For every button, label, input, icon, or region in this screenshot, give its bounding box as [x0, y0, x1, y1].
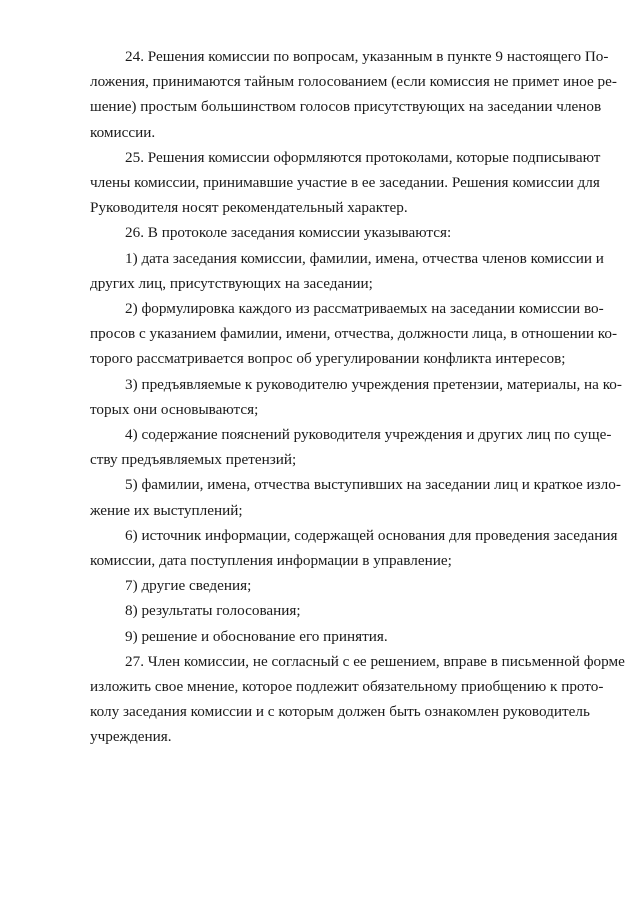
text-line: торого рассматривается вопрос об урегулировании конфликта интересов; — [90, 350, 566, 368]
text-line: торых они основываются; — [90, 400, 259, 418]
list-item-5 — [90, 472, 621, 522]
text-line: учреждения. — [90, 728, 172, 746]
paragraph-26 — [90, 220, 584, 245]
text-line: 4) содержание пояснений руководителя учреждения и других лиц по суще- — [125, 426, 612, 444]
text-line: колу заседания комиссии и с которым должен быть ознакомлен руководитель — [90, 703, 590, 721]
text-line: жение их выступлений; — [90, 501, 243, 519]
text-line: комиссии. — [90, 123, 156, 141]
document-body — [90, 44, 625, 750]
text-line: ложения, принимаются тайным голосованием (если комиссия не примет иное ре- — [90, 73, 617, 91]
paragraph-27 — [90, 649, 625, 750]
text-line: 3) предъявляемые к руководителю учреждения претензии, материалы, на ко- — [125, 375, 622, 393]
text-line: 1) дата заседания комиссии, фамилии, имена, отчества членов комиссии и — [125, 249, 604, 267]
list-item-9 — [90, 624, 584, 649]
text-line: члены комиссии, принимавшие участие в ее заседании. Решения комиссии для — [90, 174, 600, 192]
text-line: 6) источник информации, содержащей основания для проведения заседания — [125, 526, 618, 544]
text-line: 5) фамилии, имена, отчества выступивших на заседании лиц и краткое изло- — [125, 476, 621, 494]
text-line: 8) результаты голосования; — [125, 602, 301, 620]
text-line: других лиц, присутствующих на заседании; — [90, 274, 373, 292]
paragraph-24 — [90, 44, 617, 145]
list-item-6 — [90, 523, 618, 573]
text-line: 7) другие сведения; — [125, 577, 252, 595]
list-item-4 — [90, 422, 612, 472]
text-line: изложить свое мнение, которое подлежит обязательному приобщению к прото- — [90, 678, 604, 696]
list-item-2 — [90, 296, 618, 372]
text-line: 9) решение и обоснование его принятия. — [125, 627, 388, 645]
text-line: просов с указанием фамилии, имени, отчества, должности лица, в отношении ко- — [90, 325, 618, 343]
list-item-3 — [90, 372, 622, 422]
text-line: 26. В протоколе заседания комиссии указываются: — [125, 224, 452, 242]
text-line: 24. Решения комиссии по вопросам, указанным в пункте 9 настоящего По- — [125, 48, 609, 65]
text-line: 27. Член комиссии, не согласный с ее решением, вправе в письменной форме — [125, 652, 625, 670]
list-item-7 — [90, 573, 584, 598]
text-line: 2) формулировка каждого из рассматриваемых на заседании комиссии во- — [125, 300, 604, 318]
text-line: 25. Решения комиссии оформляются протоколами, которые подписывают — [125, 148, 601, 166]
list-item-1 — [90, 246, 604, 296]
paragraph-25 — [90, 145, 601, 221]
text-line: Руководителя носят рекомендательный характер. — [90, 199, 408, 217]
text-line: комиссии, дата поступления информации в управление; — [90, 552, 452, 570]
text-line: ству предъявляемых претензий; — [90, 451, 297, 469]
list-item-8 — [90, 598, 584, 623]
text-line: шение) простым большинством голосов присутствующих на заседании членов — [90, 98, 602, 116]
